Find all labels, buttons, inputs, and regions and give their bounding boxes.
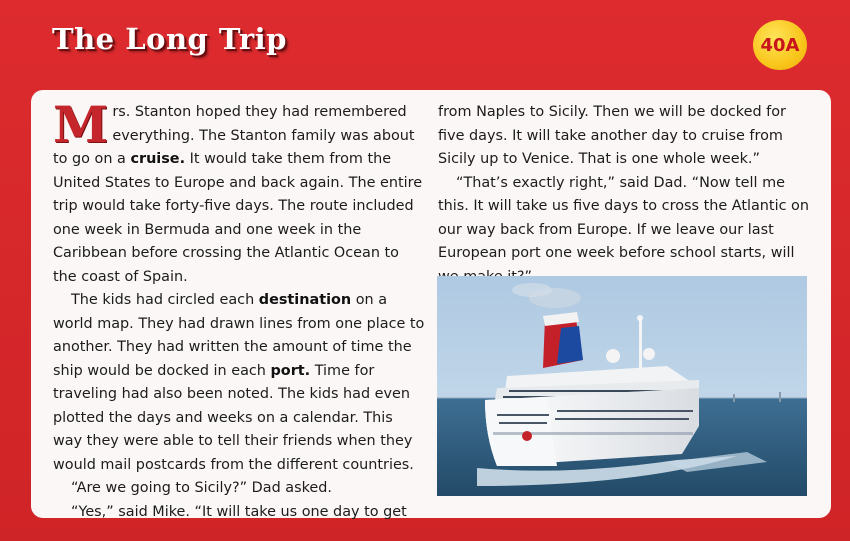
paragraph-4: “Yes,” said Mike. “It will take us one day to get: [71, 503, 407, 520]
page-title: The Long Trip: [52, 22, 287, 56]
cruise-ship-photo: [437, 276, 807, 496]
paragraph-2-mid: on a world map. They had drawn lines from one place to another. They had written the amount of time the ship would be docked in each: [53, 292, 425, 379]
paragraph-1-rest: It would take them from the United States to Europe and back again. The entire trip would take forty-five days. The route included one week in Bermuda and one week in the Caribbean before crossing the Atlantic Ocean to the coast of Spain.: [53, 151, 423, 285]
vocab-cruise: cruise.: [130, 151, 186, 167]
paragraph-3: “Are we going to Sicily?” Dad asked.: [71, 480, 332, 496]
left-text-column: [53, 95, 425, 524]
paragraph-5: from Naples to Sicily. Then we will be docked for five days. It will take another day to cruise from Sicily up to Venice. That is one whole week.”: [438, 104, 786, 167]
cruise-ship-illustration: [437, 276, 807, 496]
paragraph-2: [53, 289, 425, 477]
right-text-column: [438, 101, 810, 289]
drop-cap: M: [53, 95, 109, 154]
paragraph-1-lead: rs. Stanton hoped they had remembered everything. The Stanton family was about to go on a: [53, 104, 415, 167]
paragraph-6: “That’s exactly right,” said Dad. “Now tell me this. It will take us five days to cross the Atlantic on our way back from Europe. If we leave our last European port one week before school starts, will: [438, 174, 809, 261]
vocab-port: port.: [270, 362, 311, 379]
page-number-badge: 40A: [753, 20, 807, 70]
vocab-destination: destination: [258, 292, 352, 308]
paragraph-1: [53, 95, 425, 289]
paragraph-2-rest: Time for traveling had also been noted. The kids had even plotted the days and weeks on a calendar. This way they were able to tell their friends when they would mail postcards from the different countries.: [53, 362, 414, 473]
paragraph-2-lead: The kids had circled each: [71, 292, 259, 308]
